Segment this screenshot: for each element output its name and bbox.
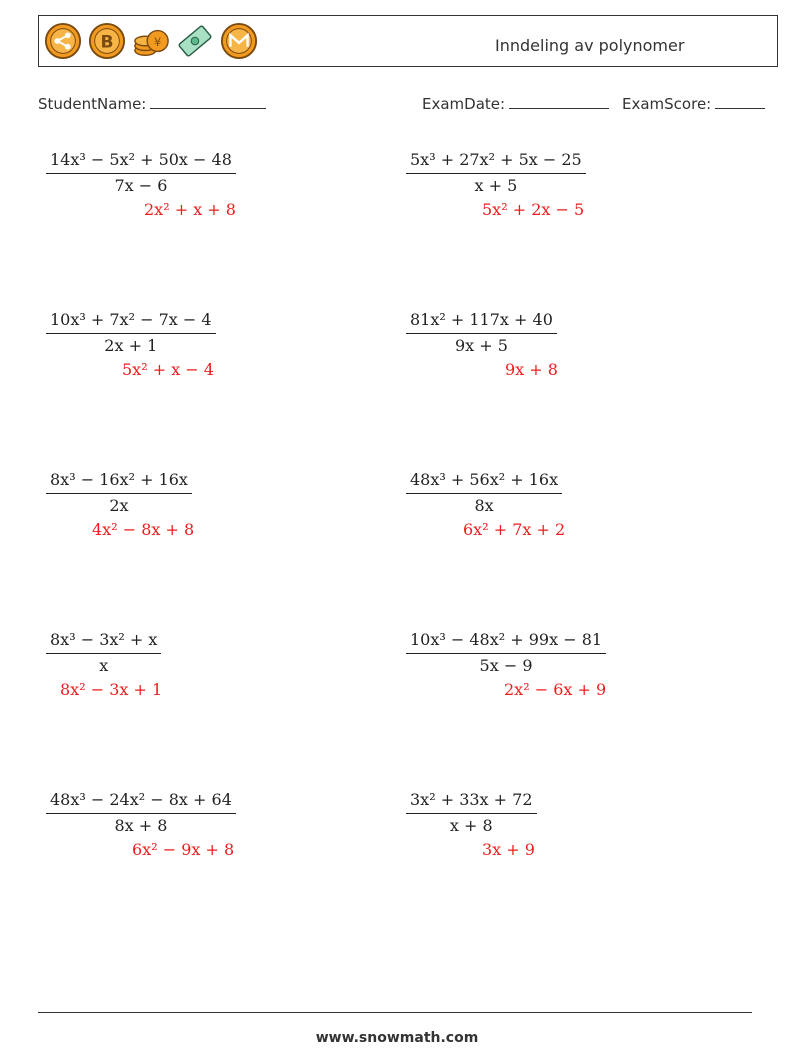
student-name-field[interactable] [38, 94, 266, 113]
icon-strip [44, 21, 258, 61]
footer-website[interactable]: www.snowmath.com [315, 1030, 479, 1046]
svg-text:B: B [100, 32, 114, 53]
answer-3: 5x² + x − 4 [122, 360, 214, 379]
answer-1: 2x² + x + 8 [144, 200, 236, 219]
exam-date-field[interactable] [422, 94, 609, 113]
fraction [406, 310, 557, 356]
numerator: 10x³ − 48x² + 99x − 81 [406, 630, 606, 654]
denominator: 2x [109, 496, 129, 515]
numerator: 5x³ + 27x² + 5x − 25 [406, 150, 586, 174]
numerator: 48x³ − 24x² − 8x + 64 [46, 790, 236, 814]
denominator: x [99, 656, 109, 675]
answer-9: 6x² − 9x + 8 [132, 840, 235, 859]
denominator: 2x + 1 [104, 336, 158, 355]
numerator: 81x² + 117x + 40 [406, 310, 557, 334]
answer-5: 4x² − 8x + 8 [92, 520, 195, 539]
numerator: 10x³ + 7x² − 7x − 4 [46, 310, 216, 334]
problem-10 [406, 790, 537, 836]
problem-6 [406, 470, 562, 516]
problem-9 [46, 790, 236, 836]
svg-text:¥: ¥ [154, 34, 162, 49]
fraction [46, 630, 161, 676]
student-name-blank[interactable] [150, 94, 266, 109]
bitcoin-icon [88, 22, 126, 60]
fraction [46, 150, 236, 196]
fraction [46, 310, 216, 356]
fraction [406, 150, 586, 196]
denominator: 9x + 5 [454, 336, 508, 355]
problem-7 [46, 630, 161, 676]
exam-date-blank[interactable] [509, 94, 609, 109]
problem-4 [406, 310, 557, 356]
exam-score-blank[interactable] [715, 94, 765, 109]
fraction [406, 630, 606, 676]
answer-2: 5x² + 2x − 5 [482, 200, 585, 219]
answer-6: 6x² + 7x + 2 [463, 520, 566, 539]
share-coin-icon [44, 22, 82, 60]
denominator: 5x − 9 [479, 656, 533, 675]
denominator: x + 5 [474, 176, 518, 195]
answer-7: 8x² − 3x + 1 [60, 680, 163, 699]
banknote-icon [176, 22, 214, 60]
numerator: 8x³ − 16x² + 16x [46, 470, 192, 494]
numerator: 48x³ + 56x² + 16x [406, 470, 562, 494]
footer-divider [38, 1012, 752, 1013]
denominator: x + 8 [449, 816, 493, 835]
numerator: 14x³ − 5x² + 50x − 48 [46, 150, 236, 174]
problem-8 [406, 630, 606, 676]
denominator: 8x + 8 [114, 816, 168, 835]
answer-4: 9x + 8 [505, 360, 558, 379]
problem-1 [46, 150, 236, 196]
problem-2 [406, 150, 586, 196]
fraction [406, 470, 562, 516]
answer-8: 2x² − 6x + 9 [504, 680, 607, 699]
coin-stack-icon [132, 22, 170, 60]
problem-3 [46, 310, 216, 356]
numerator: 8x³ − 3x² + x [46, 630, 161, 654]
exam-score-field[interactable] [622, 94, 765, 113]
fraction [406, 790, 537, 836]
student-name-label: StudentName: [38, 95, 147, 113]
worksheet-title: Inndeling av polynomer [495, 36, 685, 55]
problem-5 [46, 470, 192, 516]
numerator: 3x² + 33x + 72 [406, 790, 537, 814]
denominator: 7x − 6 [114, 176, 168, 195]
header-box [38, 15, 778, 67]
answer-10: 3x + 9 [482, 840, 535, 859]
monero-icon [220, 22, 258, 60]
exam-score-label: ExamScore: [622, 95, 712, 113]
fraction [46, 470, 192, 516]
exam-date-label: ExamDate: [422, 95, 506, 113]
fraction [46, 790, 236, 836]
denominator: 8x [474, 496, 494, 515]
